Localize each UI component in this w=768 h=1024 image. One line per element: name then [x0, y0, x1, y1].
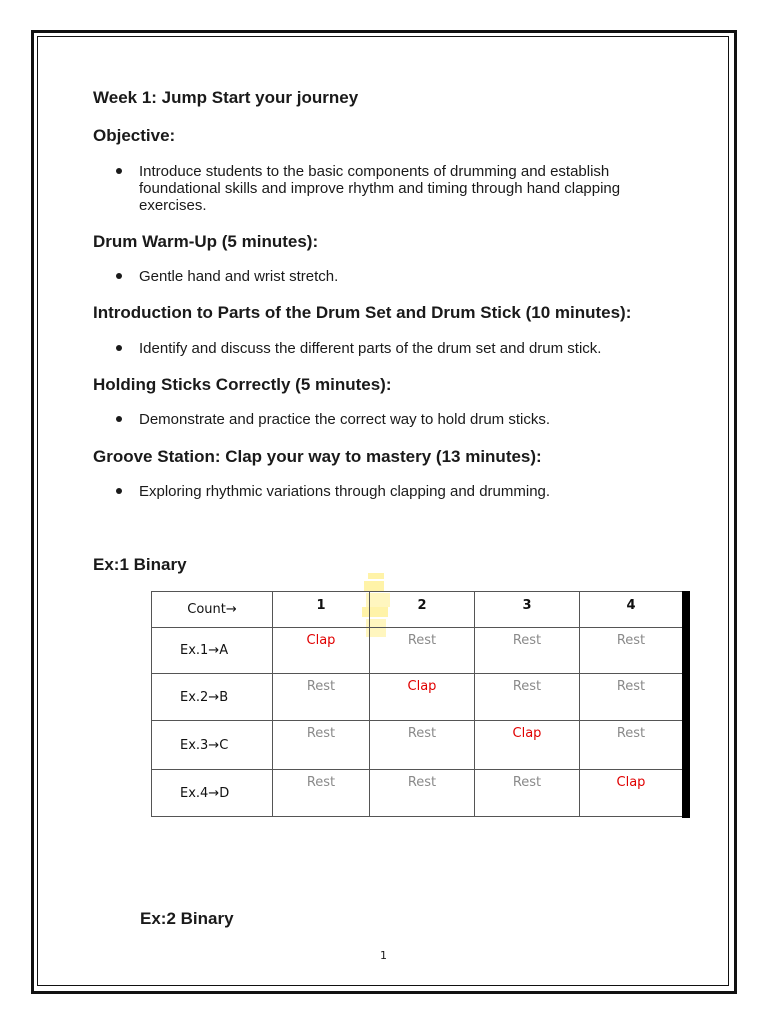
row-label: Ex.1→A — [152, 628, 273, 674]
table-cell: Clap — [370, 674, 475, 721]
row-label: Ex.2→B — [152, 674, 273, 721]
table-cell: Rest — [580, 674, 683, 721]
table-right-bar — [682, 591, 690, 818]
warmup-bullet: Gentle hand and wrist stretch. — [139, 268, 339, 285]
count-header: Count→ — [152, 592, 273, 628]
table-row — [152, 674, 683, 721]
bullet-dot — [116, 168, 122, 174]
ex2-title: Ex:2 Binary — [140, 909, 234, 928]
table-row — [152, 628, 683, 674]
week-title: Week 1: Jump Start your journey — [93, 88, 359, 107]
groove-bullet: Exploring rhythmic variations through clapping and drumming. — [139, 483, 551, 500]
warmup-heading: Drum Warm-Up (5 minutes): — [93, 232, 319, 251]
column-header: 2 — [370, 592, 475, 628]
objective-line-2: foundational skills and improve rhythm and timing through hand clapping — [139, 180, 621, 197]
page-number: 1 — [380, 949, 387, 962]
intro-bullet: Identify and discuss the different parts of the drum set and drum stick. — [139, 340, 602, 357]
table-cell: Rest — [580, 628, 683, 674]
table-cell: Rest — [475, 628, 580, 674]
table-cell: Rest — [370, 721, 475, 770]
ex1-table — [151, 591, 683, 817]
bullet-dot — [116, 273, 122, 279]
ex1-title: Ex:1 Binary — [93, 555, 187, 574]
row-label: Ex.3→C — [152, 721, 273, 770]
table-cell: Rest — [475, 674, 580, 721]
bullet-dot — [116, 488, 122, 494]
sticks-bullet: Demonstrate and practice the correct way to hold drum sticks. — [139, 411, 551, 428]
table-cell: Rest — [273, 674, 370, 721]
table-cell: Clap — [580, 770, 683, 817]
table-row — [152, 721, 683, 770]
column-header: 4 — [580, 592, 683, 628]
table-cell: Rest — [273, 770, 370, 817]
intro-heading: Introduction to Parts of the Drum Set and Drum Stick (10 minutes): — [93, 303, 632, 322]
table-cell: Rest — [370, 770, 475, 817]
column-header: 3 — [475, 592, 580, 628]
table-cell: Clap — [475, 721, 580, 770]
objective-text — [139, 163, 659, 214]
column-header: 1 — [273, 592, 370, 628]
objective-line-1: Introduce students to the basic components of drumming and establish — [139, 163, 610, 180]
bullet-dot — [116, 345, 122, 351]
row-label: Ex.4→D — [152, 770, 273, 817]
table-row — [152, 770, 683, 817]
objective-heading: Objective: — [93, 126, 176, 145]
bullet-dot — [116, 416, 122, 422]
groove-heading: Groove Station: Clap your way to mastery (13 minutes): — [93, 447, 542, 466]
table-cell: Rest — [580, 721, 683, 770]
table-cell: Clap — [273, 628, 370, 674]
sticks-heading: Holding Sticks Correctly (5 minutes): — [93, 375, 392, 394]
table-cell: Rest — [370, 628, 475, 674]
table-header-row — [152, 592, 683, 628]
table-cell: Rest — [475, 770, 580, 817]
table-cell: Rest — [273, 721, 370, 770]
objective-line-3: exercises. — [139, 197, 207, 214]
